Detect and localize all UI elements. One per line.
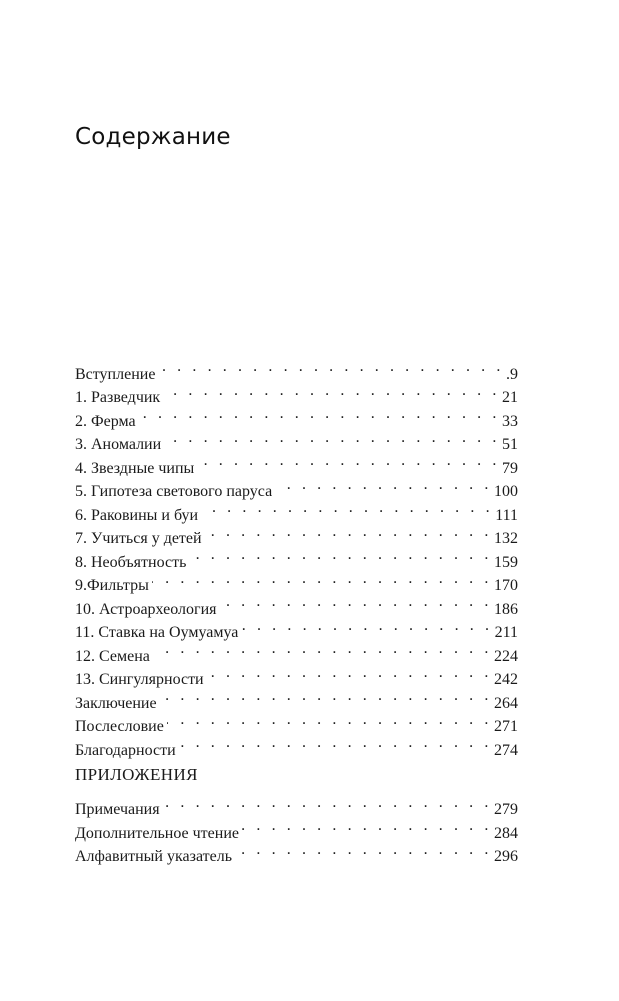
toc-leader-dots: [167, 708, 492, 732]
toc-entry-label: 5. Гипотеза светового паруса: [75, 483, 273, 500]
toc-entry: [75, 402, 518, 430]
toc-leader-dots: [197, 449, 500, 473]
toc-leader-dots: [179, 731, 492, 755]
toc-entry-label: Примечания: [75, 801, 160, 818]
toc-entry-page: 51: [502, 436, 518, 453]
page-title: Содержание: [75, 124, 231, 150]
toc-entry-label: Дополнительное чтение: [75, 824, 239, 842]
toc-leader-dots: [189, 543, 492, 567]
toc-leader-dots: [241, 614, 492, 638]
toc-entry-page: 274: [494, 741, 518, 759]
toc-leader-dots: [242, 814, 492, 838]
toc-entry-label: Послесловие: [75, 718, 164, 735]
toc-leader-dots: [220, 590, 492, 614]
table-of-contents: [75, 355, 518, 865]
toc-entry-page: 186: [494, 600, 518, 618]
toc-leader-dots: [207, 661, 492, 685]
toc-leader-dots: [160, 684, 492, 708]
toc-entry-page: 33: [502, 412, 518, 430]
toc-entry-page: 21: [502, 389, 518, 406]
toc-entry-page: 132: [494, 530, 518, 547]
toc-entry-page: 170: [494, 577, 518, 594]
toc-main-list: [75, 355, 518, 759]
toc-entry-page: 100: [494, 483, 518, 500]
toc-entry-page: 224: [494, 647, 518, 665]
toc-entry-label: 3. Аномалии: [75, 436, 162, 453]
toc-entry-label: Алфавитный указатель: [75, 848, 233, 865]
toc-appendix-list: [75, 791, 518, 865]
toc-leader-dots: [164, 426, 500, 450]
toc-entry: [75, 355, 518, 383]
toc-leader-dots: [235, 838, 492, 862]
toc-entry-page: 271: [494, 718, 518, 735]
toc-leader-dots: [163, 791, 492, 815]
toc-entry-page: 264: [494, 694, 518, 712]
toc-entry-label: 9.Фильтры: [75, 577, 149, 594]
toc-entry-label: Заключение: [75, 694, 157, 712]
toc-entry-page: 211: [494, 624, 518, 641]
toc-leader-dots: [201, 496, 493, 520]
toc-entry-page: 279: [494, 801, 518, 818]
toc-entry-page: 79: [502, 459, 518, 477]
toc-leader-dots: [275, 473, 492, 497]
toc-entry-page: 296: [494, 848, 518, 865]
toc-entry-page: .9: [506, 365, 518, 383]
toc-leader-dots: [158, 355, 504, 379]
toc-entry-label: 10. Астроархеология: [75, 600, 217, 618]
toc-entry-label: 6. Раковины и буи: [75, 506, 199, 524]
toc-entry-page: 159: [494, 553, 518, 571]
toc-entry-label: 8. Необъятность: [75, 553, 187, 571]
toc-entry: [75, 791, 518, 818]
toc-entry-label: 2. Ферма: [75, 412, 136, 430]
toc-entry-label: 13. Сингулярности: [75, 671, 204, 688]
toc-leader-dots: [163, 379, 500, 403]
appendix-heading: ПРИЛОЖЕНИЯ: [75, 764, 198, 784]
toc-entry-page: 111: [495, 506, 518, 524]
toc-entry-page: 242: [494, 671, 518, 688]
toc-entry-label: 11. Ставка на Оумуамуа: [75, 624, 239, 641]
toc-entry-label: 12. Семена: [75, 647, 150, 665]
toc-entry-label: 7. Учиться у детей: [75, 530, 202, 547]
toc-entry: [75, 426, 518, 453]
toc-entry-label: Вступление: [75, 365, 156, 383]
toc-entry-page: 284: [494, 824, 518, 842]
toc-entry-label: 4. Звездные чипы: [75, 459, 195, 477]
toc-leader-dots: [205, 520, 492, 544]
toc-leader-dots: [153, 637, 492, 661]
toc-leader-dots: [139, 402, 500, 426]
toc-entry-label: 1. Разведчик: [75, 389, 161, 406]
toc-entry-label: Благодарности: [75, 741, 176, 759]
toc-leader-dots: [152, 567, 492, 591]
